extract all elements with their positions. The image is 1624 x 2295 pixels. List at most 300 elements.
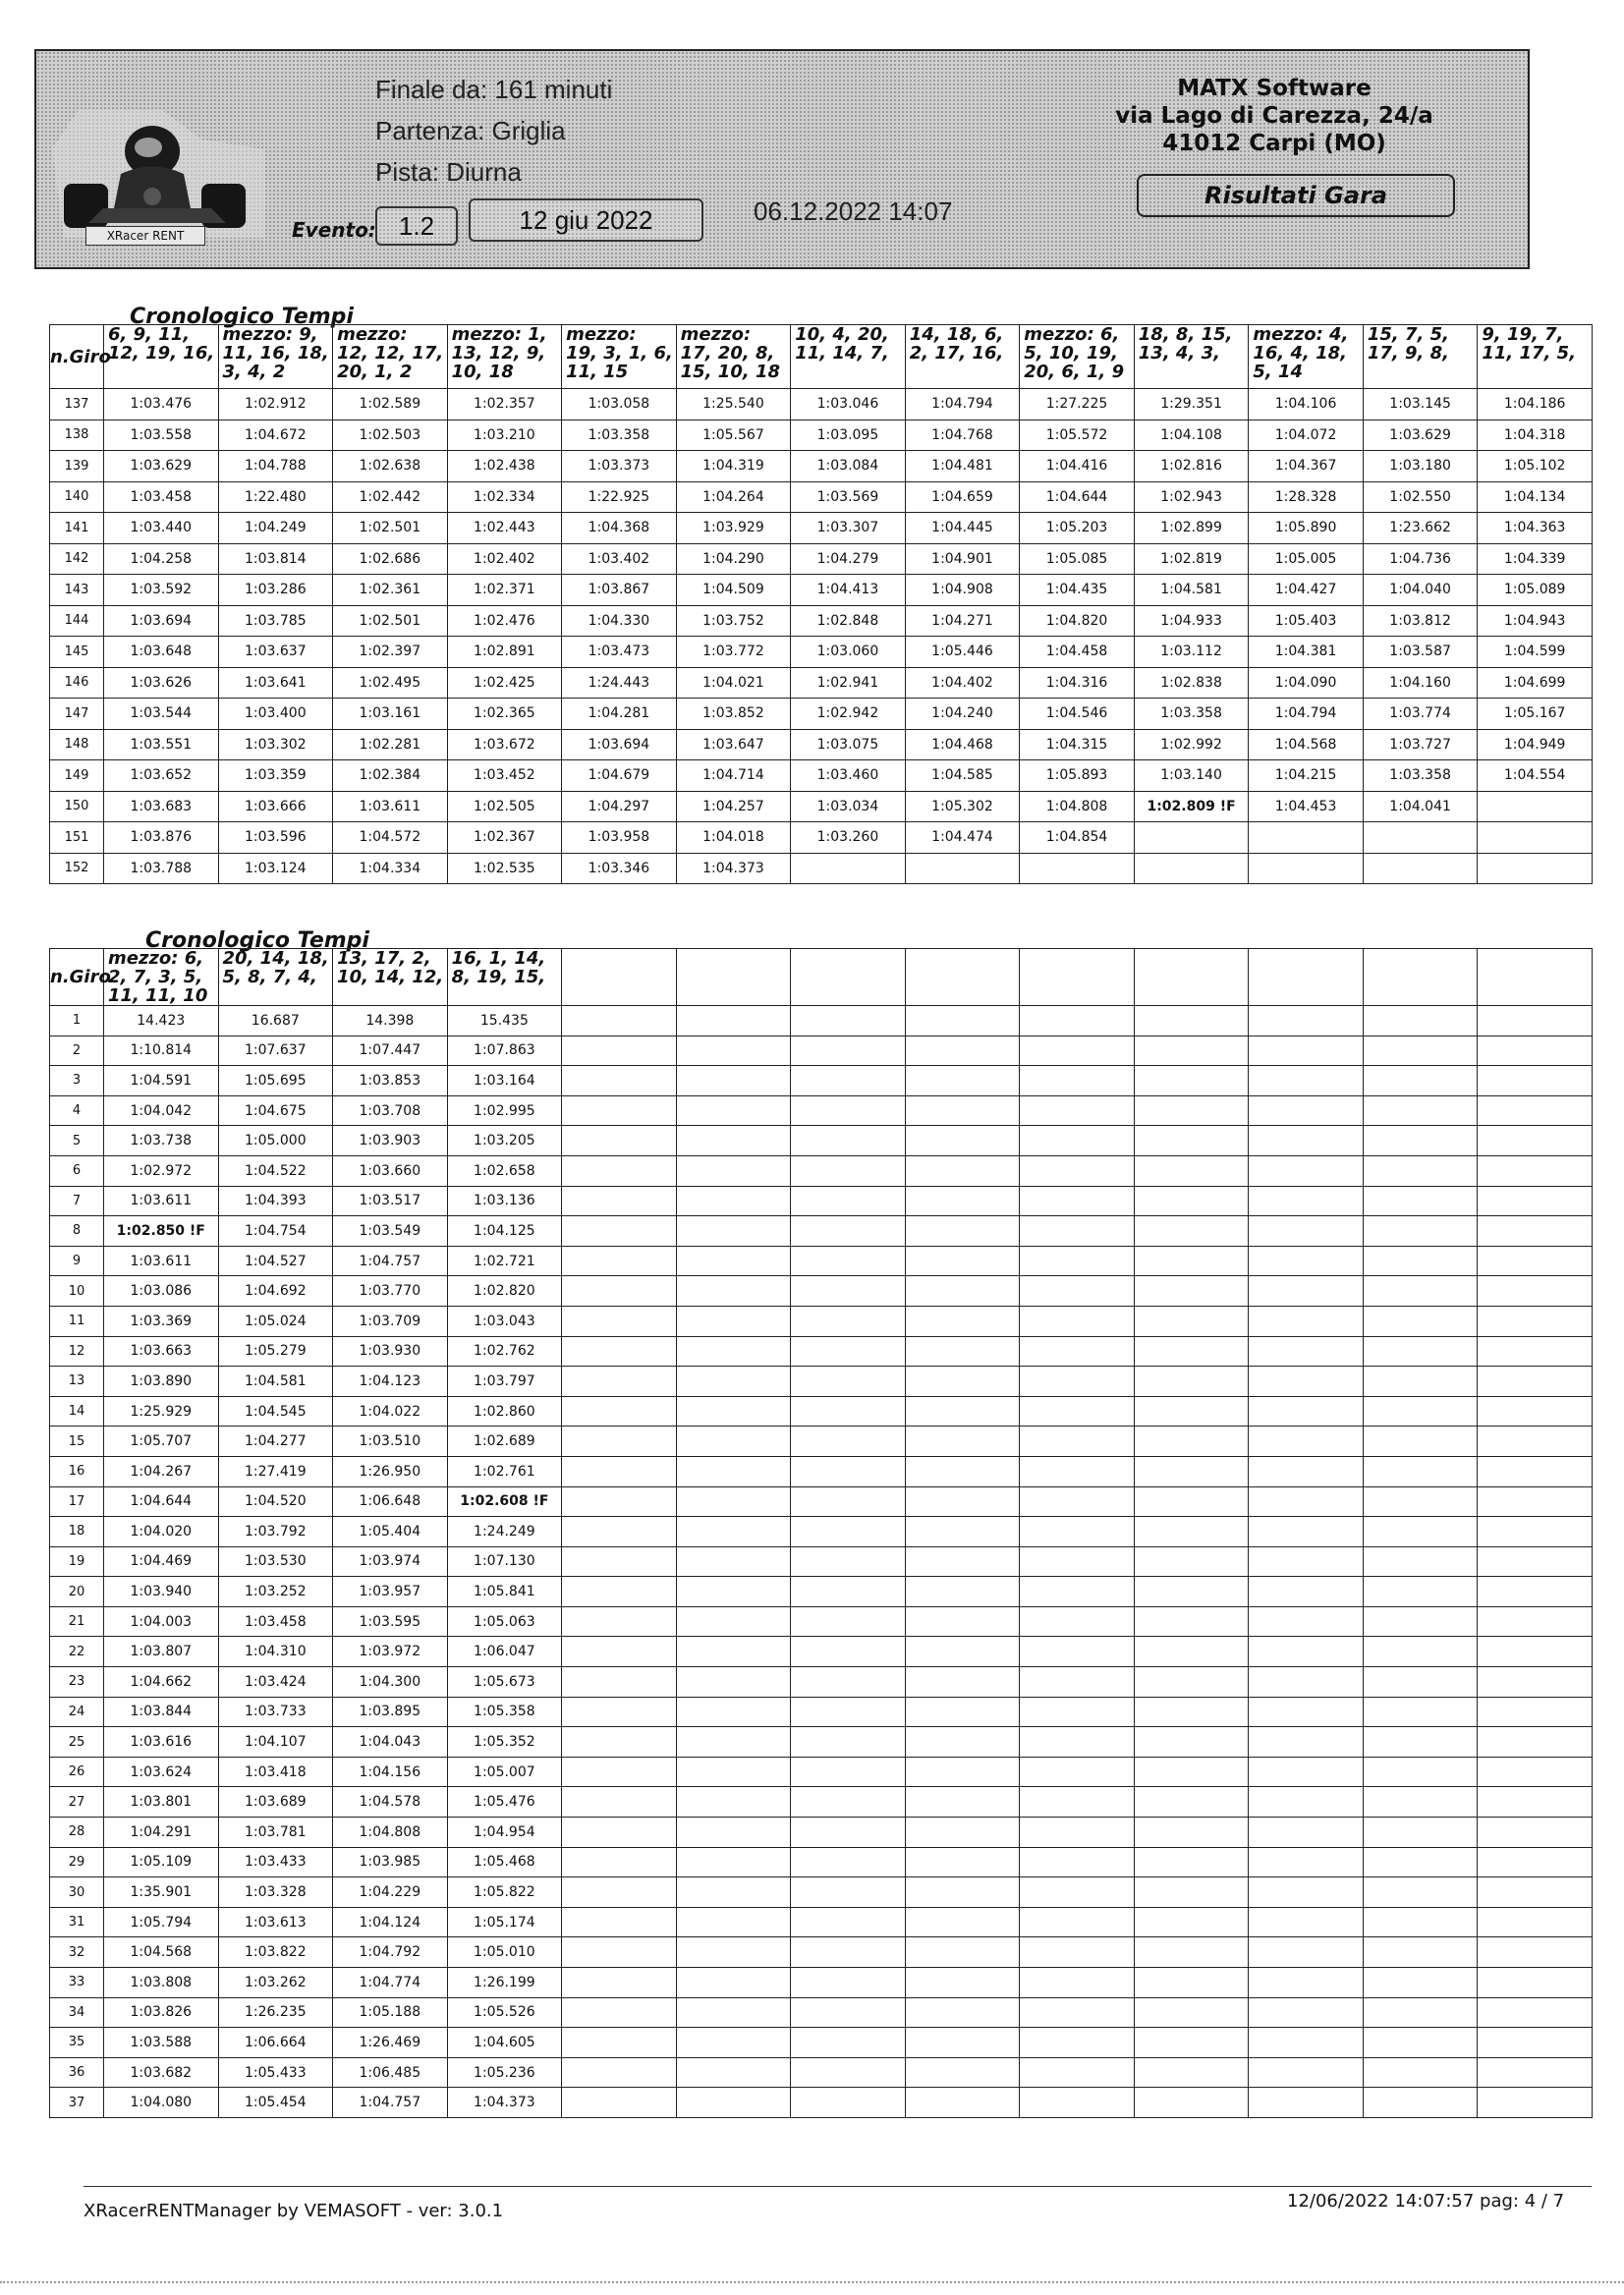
lap-time-cell (676, 1396, 791, 1427)
lap-time-cell: 1:05.188 (333, 1997, 448, 2028)
lap-time-cell (676, 1155, 791, 1186)
lap-time-cell: 1:04.469 (104, 1546, 219, 1577)
lap-time-cell (905, 1456, 1020, 1486)
lap-number: 141 (50, 513, 104, 544)
lap-time-cell: 1:04.257 (676, 791, 791, 822)
lap-time-cell (1363, 2057, 1478, 2088)
lap-time-cell: 1:04.108 (1134, 420, 1249, 451)
lap-time-cell (1249, 1997, 1364, 2028)
lap-time-cell (1249, 1336, 1364, 1367)
lap-time-cell (1249, 1577, 1364, 1607)
lap-time-cell (1478, 1727, 1593, 1758)
lap-time-cell: 1:03.046 (791, 389, 906, 420)
lap-time-cell: 1:02.838 (1134, 667, 1249, 699)
lap-time-cell: 1:07.447 (333, 1036, 448, 1066)
lap-time-cell: 1:03.876 (104, 822, 219, 854)
lap-time-cell (1249, 1367, 1364, 1397)
results-label: Risultati Gara (1137, 174, 1455, 217)
lap-time-cell: 1:03.808 (104, 1968, 219, 1998)
lap-time-cell: 1:02.371 (447, 575, 562, 606)
lap-time-cell: 1:03.689 (218, 1787, 333, 1818)
lap-number: 144 (50, 605, 104, 637)
lap-time-cell (905, 1427, 1020, 1457)
lap-time-cell (1020, 1667, 1135, 1698)
lap-time-cell (905, 1066, 1020, 1096)
lap-time-cell (1363, 1367, 1478, 1397)
lap-time-cell: 1:03.328 (218, 1877, 333, 1908)
lap-time-cell: 1:04.581 (1134, 575, 1249, 606)
lap-number: 24 (50, 1697, 104, 1727)
lap-time-cell: 1:02.761 (447, 1456, 562, 1486)
lap-time-cell: 1:03.708 (333, 1095, 448, 1126)
lap-time-cell: 1:04.363 (1478, 513, 1593, 544)
lap-time-cell: 1:05.841 (447, 1577, 562, 1607)
lap-time-cell: 1:03.641 (218, 667, 333, 699)
lap-time-cell (562, 1517, 677, 1547)
kart-sequence-line: 10, 14, 12, (337, 967, 444, 987)
lap-time-cell: 1:04.427 (1249, 575, 1364, 606)
lap-time-cell (1363, 2028, 1478, 2058)
table-row (50, 1606, 1593, 1637)
lap-time-cell: 1:02.820 (447, 1276, 562, 1307)
lap-time-cell: 1:03.812 (1363, 605, 1478, 637)
lap-time-cell: 1:04.445 (905, 513, 1020, 544)
lap-time-cell: 1:04.572 (333, 822, 448, 854)
lap-number: 16 (50, 1456, 104, 1486)
lap-time-cell: 1:04.134 (1478, 481, 1593, 513)
lap-time-cell: 14.398 (333, 1006, 448, 1036)
lap-time-cell (905, 1186, 1020, 1216)
lap-time-cell (905, 1937, 1020, 1968)
lap-time-cell (1020, 1095, 1135, 1126)
lap-time-cell: 1:03.400 (218, 699, 333, 730)
table-row (50, 1396, 1593, 1427)
lap-time-cell: 1:04.318 (1478, 420, 1593, 451)
kart-sequence-line: 11, 14, 7, (795, 343, 889, 364)
lap-time-cell (791, 1997, 906, 2028)
lap-time-cell: 1:26.235 (218, 1997, 333, 2028)
lap-time-cell (562, 1847, 677, 1877)
table-row (50, 2088, 1593, 2118)
lap-time-cell (1020, 1727, 1135, 1758)
lap-number: 138 (50, 420, 104, 451)
lap-time-cell (791, 2028, 906, 2058)
lap-time-cell (791, 1517, 906, 1547)
lap-time-cell: 1:25.929 (104, 1396, 219, 1427)
lap-time-cell: 1:26.950 (333, 1456, 448, 1486)
report-header (34, 49, 1530, 269)
lap-time-cell: 1:04.509 (676, 575, 791, 606)
lap-number: 33 (50, 1968, 104, 1998)
lap-time-cell (791, 1847, 906, 1877)
lap-time-cell (1249, 1066, 1364, 1096)
table-row (50, 1126, 1593, 1156)
lap-time-cell (1249, 853, 1364, 884)
table-row (50, 1456, 1593, 1486)
lap-time-cell (1020, 1847, 1135, 1877)
kart-sequence-line: 12, 12, 17, (337, 343, 444, 364)
lap-time-cell (905, 1577, 1020, 1607)
lap-time-cell (1478, 2088, 1593, 2118)
lap-time-cell: 1:03.814 (218, 543, 333, 575)
lap-number: 26 (50, 1757, 104, 1787)
kart-sequence-line: mezzo: 4, (1253, 324, 1349, 345)
lap-time-cell (905, 1697, 1020, 1727)
lap-time-cell: 1:03.286 (218, 575, 333, 606)
lap-time-cell: 1:26.199 (447, 1968, 562, 1998)
lap-time-cell (1134, 1006, 1249, 1036)
lap-time-cell (676, 1997, 791, 2028)
lap-time-cell (1020, 1246, 1135, 1276)
lap-time-cell: 1:03.807 (104, 1637, 219, 1667)
lap-time-cell (791, 1396, 906, 1427)
lap-time-cell (1478, 1818, 1593, 1848)
lap-time-cell: 1:05.085 (1020, 543, 1135, 575)
lap-number: 142 (50, 543, 104, 575)
lap-time-cell: 1:03.145 (1363, 389, 1478, 420)
lap-time-cell (1249, 1306, 1364, 1336)
lap-time-cell: 1:05.358 (447, 1697, 562, 1727)
lap-time-cell: 1:03.373 (562, 451, 677, 482)
lap-time-cell: 1:02.942 (791, 699, 906, 730)
kart-sequence-header (676, 325, 791, 389)
lap-time-cell: 1:04.156 (333, 1757, 448, 1787)
table-row (50, 575, 1593, 606)
lap-time-cell: 1:03.060 (791, 637, 906, 668)
lap-time-cell (1134, 1667, 1249, 1698)
lap-time-cell: 1:05.707 (104, 1427, 219, 1457)
lap-time-cell (1249, 1877, 1364, 1908)
lap-time-cell (1249, 1486, 1364, 1517)
lap-time-cell: 14.423 (104, 1006, 219, 1036)
lap-time-cell (676, 1577, 791, 1607)
lap-time-cell: 1:04.315 (1020, 729, 1135, 760)
lap-time-cell (1134, 2028, 1249, 2058)
lap-time-cell: 1:04.820 (1020, 605, 1135, 637)
lap-time-cell: 1:03.551 (104, 729, 219, 760)
lap-number: 17 (50, 1486, 104, 1517)
kart-sequence-line: 5, 14 (1253, 362, 1303, 382)
lap-time-cell: 1:02.501 (333, 513, 448, 544)
lap-time-cell (676, 1517, 791, 1547)
lap-time-cell (791, 1186, 906, 1216)
lap-time-cell: 1:05.024 (218, 1306, 333, 1336)
lap-time-cell: 1:05.174 (447, 1907, 562, 1937)
lap-time-cell (1478, 1997, 1593, 2028)
kart-sequence-line: 17, 20, 8, (680, 343, 775, 364)
lap-time-cell (905, 1036, 1020, 1066)
lap-time-cell (562, 1006, 677, 1036)
lap-time-cell (1134, 1757, 1249, 1787)
table-row (50, 729, 1593, 760)
lap-time-cell (1020, 1937, 1135, 1968)
lap-time-cell: 1:05.005 (1249, 543, 1364, 575)
lap-time-cell (1134, 1155, 1249, 1186)
lap-time-cell: 1:03.473 (562, 637, 677, 668)
lap-time-cell (1020, 1787, 1135, 1818)
lap-time-cell (791, 1818, 906, 1848)
lap-time-cell (1363, 1066, 1478, 1096)
kart-sequence-header (1363, 949, 1478, 1006)
kart-sequence-header (1249, 325, 1364, 389)
lap-time-cell (1134, 1036, 1249, 1066)
lap-time-cell (1478, 1968, 1593, 1998)
kart-sequence-line: 10, 4, 20, (795, 324, 889, 345)
lap-number: 139 (50, 451, 104, 482)
company-street: via Lago di Carezza, 24/a (1115, 103, 1433, 129)
lap-time-cell (791, 1427, 906, 1457)
lap-time-cell: 1:04.474 (905, 822, 1020, 854)
lap-time-cell: 1:04.453 (1249, 791, 1364, 822)
lap-time-cell (1478, 1246, 1593, 1276)
lap-time-cell: 1:03.648 (104, 637, 219, 668)
lap-time-cell: 1:26.469 (333, 2028, 448, 2058)
lap-time-cell (1134, 1396, 1249, 1427)
lap-time-cell: 1:04.279 (791, 543, 906, 575)
lap-time-cell (905, 1216, 1020, 1247)
lap-number: 19 (50, 1546, 104, 1577)
lap-time-cell (1249, 1517, 1364, 1547)
lap-time-cell (1478, 1667, 1593, 1698)
lap-number: 7 (50, 1186, 104, 1216)
lap-time-cell: 1:03.985 (333, 1847, 448, 1877)
lap-time-cell (1249, 1456, 1364, 1486)
lap-time-cell (1478, 2057, 1593, 2088)
lap-time-cell: 1:04.367 (1249, 451, 1364, 482)
lap-time-cell (1478, 791, 1593, 822)
lap-time-cell: 1:04.854 (1020, 822, 1135, 854)
lap-time-cell (562, 1937, 677, 1968)
lap-time-cell: 1:03.772 (676, 637, 791, 668)
lap-time-cell (1134, 1336, 1249, 1367)
lap-time-cell: 1:03.637 (218, 637, 333, 668)
logo-caption: XRacer RENT (85, 226, 205, 246)
lap-time-cell (676, 1066, 791, 1096)
lap-time-cell: 1:02.535 (447, 853, 562, 884)
lap-time-cell: 1:04.736 (1363, 543, 1478, 575)
kart-sequence-line: mezzo: (566, 324, 637, 345)
lap-number: 150 (50, 791, 104, 822)
lap-time-cell (791, 1155, 906, 1186)
lap-time-cell (905, 1155, 1020, 1186)
lap-time-cell (1363, 1727, 1478, 1758)
lap-number: 29 (50, 1847, 104, 1877)
lap-time-cell (676, 1186, 791, 1216)
kart-sequence-line: mezzo: 1, (451, 324, 547, 345)
lap-time-cell (676, 1367, 791, 1397)
lap-time-cell: 1:04.672 (218, 420, 333, 451)
lap-time-cell (562, 1306, 677, 1336)
lap-time-cell: 1:04.679 (562, 760, 677, 792)
kart-sequence-line: 11, 11, 10 (108, 985, 208, 1006)
kart-sequence-header (905, 949, 1020, 1006)
lap-time-cell (676, 1546, 791, 1577)
lap-time-cell: 1:03.709 (333, 1306, 448, 1336)
lap-time-cell (1249, 1095, 1364, 1126)
lap-time-cell: 1:27.419 (218, 1456, 333, 1486)
lap-time-cell (1134, 1276, 1249, 1307)
kart-sequence-header (1020, 949, 1135, 1006)
lap-time-cell: 1:04.300 (333, 1667, 448, 1698)
lap-time-cell (562, 1697, 677, 1727)
lap-time-cell (1134, 1306, 1249, 1336)
race-title: Finale da: 161 minuti (375, 75, 613, 104)
table2-title: Cronologico Tempi (145, 928, 369, 953)
lap-time-cell (1249, 1727, 1364, 1758)
lap-number: 148 (50, 729, 104, 760)
lap-time-cell: 1:05.352 (447, 1727, 562, 1758)
lap-time-cell: 1:03.785 (218, 605, 333, 637)
lap-time-cell: 1:04.754 (218, 1216, 333, 1247)
lap-time-cell (905, 853, 1020, 884)
lap-time-cell: 1:03.629 (1363, 420, 1478, 451)
kart-sequence-line: mezzo: 9, (222, 324, 318, 345)
lap-time-cell: 1:04.316 (1020, 667, 1135, 699)
lap-time-cell: 1:03.792 (218, 1517, 333, 1547)
lap-time-cell: 1:05.403 (1249, 605, 1364, 637)
lap-time-cell: 1:05.822 (447, 1877, 562, 1908)
lap-time-cell: 1:03.867 (562, 575, 677, 606)
lap-time-cell (1249, 1006, 1364, 1036)
lap-time-cell (562, 2028, 677, 2058)
lap-time-cell (905, 1336, 1020, 1367)
lap-time-cell: 1:03.359 (218, 760, 333, 792)
lap-time-cell (1478, 1276, 1593, 1307)
lap-number: 4 (50, 1095, 104, 1126)
lap-time-cell: 1:04.481 (905, 451, 1020, 482)
lap-time-cell (1249, 822, 1364, 854)
lap-time-cell: 1:04.402 (905, 667, 1020, 699)
lap-time-cell (1478, 1396, 1593, 1427)
lap-time-cell: 1:04.319 (676, 451, 791, 482)
lap-time-cell (1478, 1427, 1593, 1457)
kart-sequence-line: 20, 1, 2 (337, 362, 413, 382)
lap-time-cell: 1:03.592 (104, 575, 219, 606)
lap-time-cell (1020, 1276, 1135, 1307)
lap-time-cell: 1:03.402 (562, 543, 677, 575)
lap-time-cell: 1:04.334 (333, 853, 448, 884)
lap-number: 12 (50, 1336, 104, 1367)
lap-time-cell (1363, 1126, 1478, 1156)
lap-time-cell: 1:03.418 (218, 1757, 333, 1787)
lap-time-cell (562, 1968, 677, 1998)
lap-time-cell (791, 1727, 906, 1758)
lap-time-cell: 1:02.589 (333, 389, 448, 420)
lap-time-cell (676, 1216, 791, 1247)
lap-time-cell (791, 1036, 906, 1066)
lap-time-cell: 1:04.808 (1020, 791, 1135, 822)
lap-time-cell: 1:29.351 (1134, 389, 1249, 420)
lap-time-cell (1020, 1637, 1135, 1667)
lap-time-cell: 1:03.774 (1363, 699, 1478, 730)
table-row (50, 1095, 1593, 1126)
lap-time-cell (1363, 1186, 1478, 1216)
lap-time-cell: 1:04.644 (1020, 481, 1135, 513)
lap-time-cell (562, 1396, 677, 1427)
lap-time-cell: 1:04.416 (1020, 451, 1135, 482)
lap-time-cell: 1:03.084 (791, 451, 906, 482)
table-row (50, 513, 1593, 544)
kart-sequence-line: 8, 19, 15, (451, 967, 546, 987)
lap-number: 15 (50, 1427, 104, 1457)
lap-time-cell (1020, 1216, 1135, 1247)
lap-time-cell: 1:03.788 (104, 853, 219, 884)
lap-time-cell: 1:03.558 (104, 420, 219, 451)
kart-sequence-line: mezzo: (337, 324, 408, 345)
table-row (50, 1246, 1593, 1276)
lap-number: 36 (50, 2057, 104, 2088)
lap-time-cell (562, 1126, 677, 1156)
lap-time-cell: 1:04.310 (218, 1637, 333, 1667)
lap-time-cell: 1:03.616 (104, 1727, 219, 1758)
table-row (50, 760, 1593, 792)
kart-sequence-header (1363, 325, 1478, 389)
lap-time-cell (1478, 1126, 1593, 1156)
lap-time-cell (1249, 2088, 1364, 2118)
kart-sequence-line: mezzo: 6, (1024, 324, 1120, 345)
kart-sequence-header (791, 949, 906, 1006)
lap-time-cell: 1:22.480 (218, 481, 333, 513)
table-row (50, 1757, 1593, 1787)
lap-time-cell (562, 1757, 677, 1787)
kart-sequence-line: 13, 12, 9, (451, 343, 546, 364)
lap-time-cell (1134, 1126, 1249, 1156)
lap-time-cell (1134, 1577, 1249, 1607)
table-row (50, 389, 1593, 420)
lap-time-cell (1249, 2057, 1364, 2088)
lap-time-cell (1020, 1697, 1135, 1727)
lap-time-cell (1020, 2028, 1135, 2058)
lap-times-table-2 (49, 948, 1593, 2118)
lap-time-cell (1249, 2028, 1364, 2058)
lap-time-cell: 1:05.695 (218, 1066, 333, 1096)
table-row (50, 1066, 1593, 1096)
lap-time-cell: 1:03.770 (333, 1276, 448, 1307)
lap-time-cell (1249, 1036, 1364, 1066)
kart-sequence-header (333, 949, 448, 1006)
lap-time-cell: 1:04.264 (676, 481, 791, 513)
lap-number: 10 (50, 1276, 104, 1307)
lap-time-cell (676, 1486, 791, 1517)
lap-time-cell (1249, 1427, 1364, 1457)
lap-time-cell: 1:25.540 (676, 389, 791, 420)
table-row (50, 1306, 1593, 1336)
lap-time-cell: 1:05.890 (1249, 513, 1364, 544)
lap-time-cell (1134, 1907, 1249, 1937)
lap-time-cell: 1:03.611 (333, 791, 448, 822)
lap-time-cell: 1:03.307 (791, 513, 906, 544)
lap-time-cell (791, 2057, 906, 2088)
lap-time-cell (1478, 2028, 1593, 2058)
lap-time-cell (1134, 1818, 1249, 1848)
table-row (50, 451, 1593, 482)
lap-time-cell (905, 1246, 1020, 1276)
lap-time-cell: 1:04.160 (1363, 667, 1478, 699)
lap-time-cell (1363, 1517, 1478, 1547)
lap-time-cell: 1:04.949 (1478, 729, 1593, 760)
lap-time-cell: 1:02.361 (333, 575, 448, 606)
lap-time-cell (791, 853, 906, 884)
lap-time-cell: 1:04.943 (1478, 605, 1593, 637)
lap-time-cell: 1:07.130 (447, 1546, 562, 1577)
lap-time-cell (676, 1697, 791, 1727)
lap-time-cell (562, 1577, 677, 1607)
lap-time-cell (1363, 2088, 1478, 2118)
lap-time-cell (1478, 1606, 1593, 1637)
lap-time-cell (1478, 1577, 1593, 1607)
lap-time-cell: 1:02.992 (1134, 729, 1249, 760)
lap-time-cell: 1:04.291 (104, 1818, 219, 1848)
